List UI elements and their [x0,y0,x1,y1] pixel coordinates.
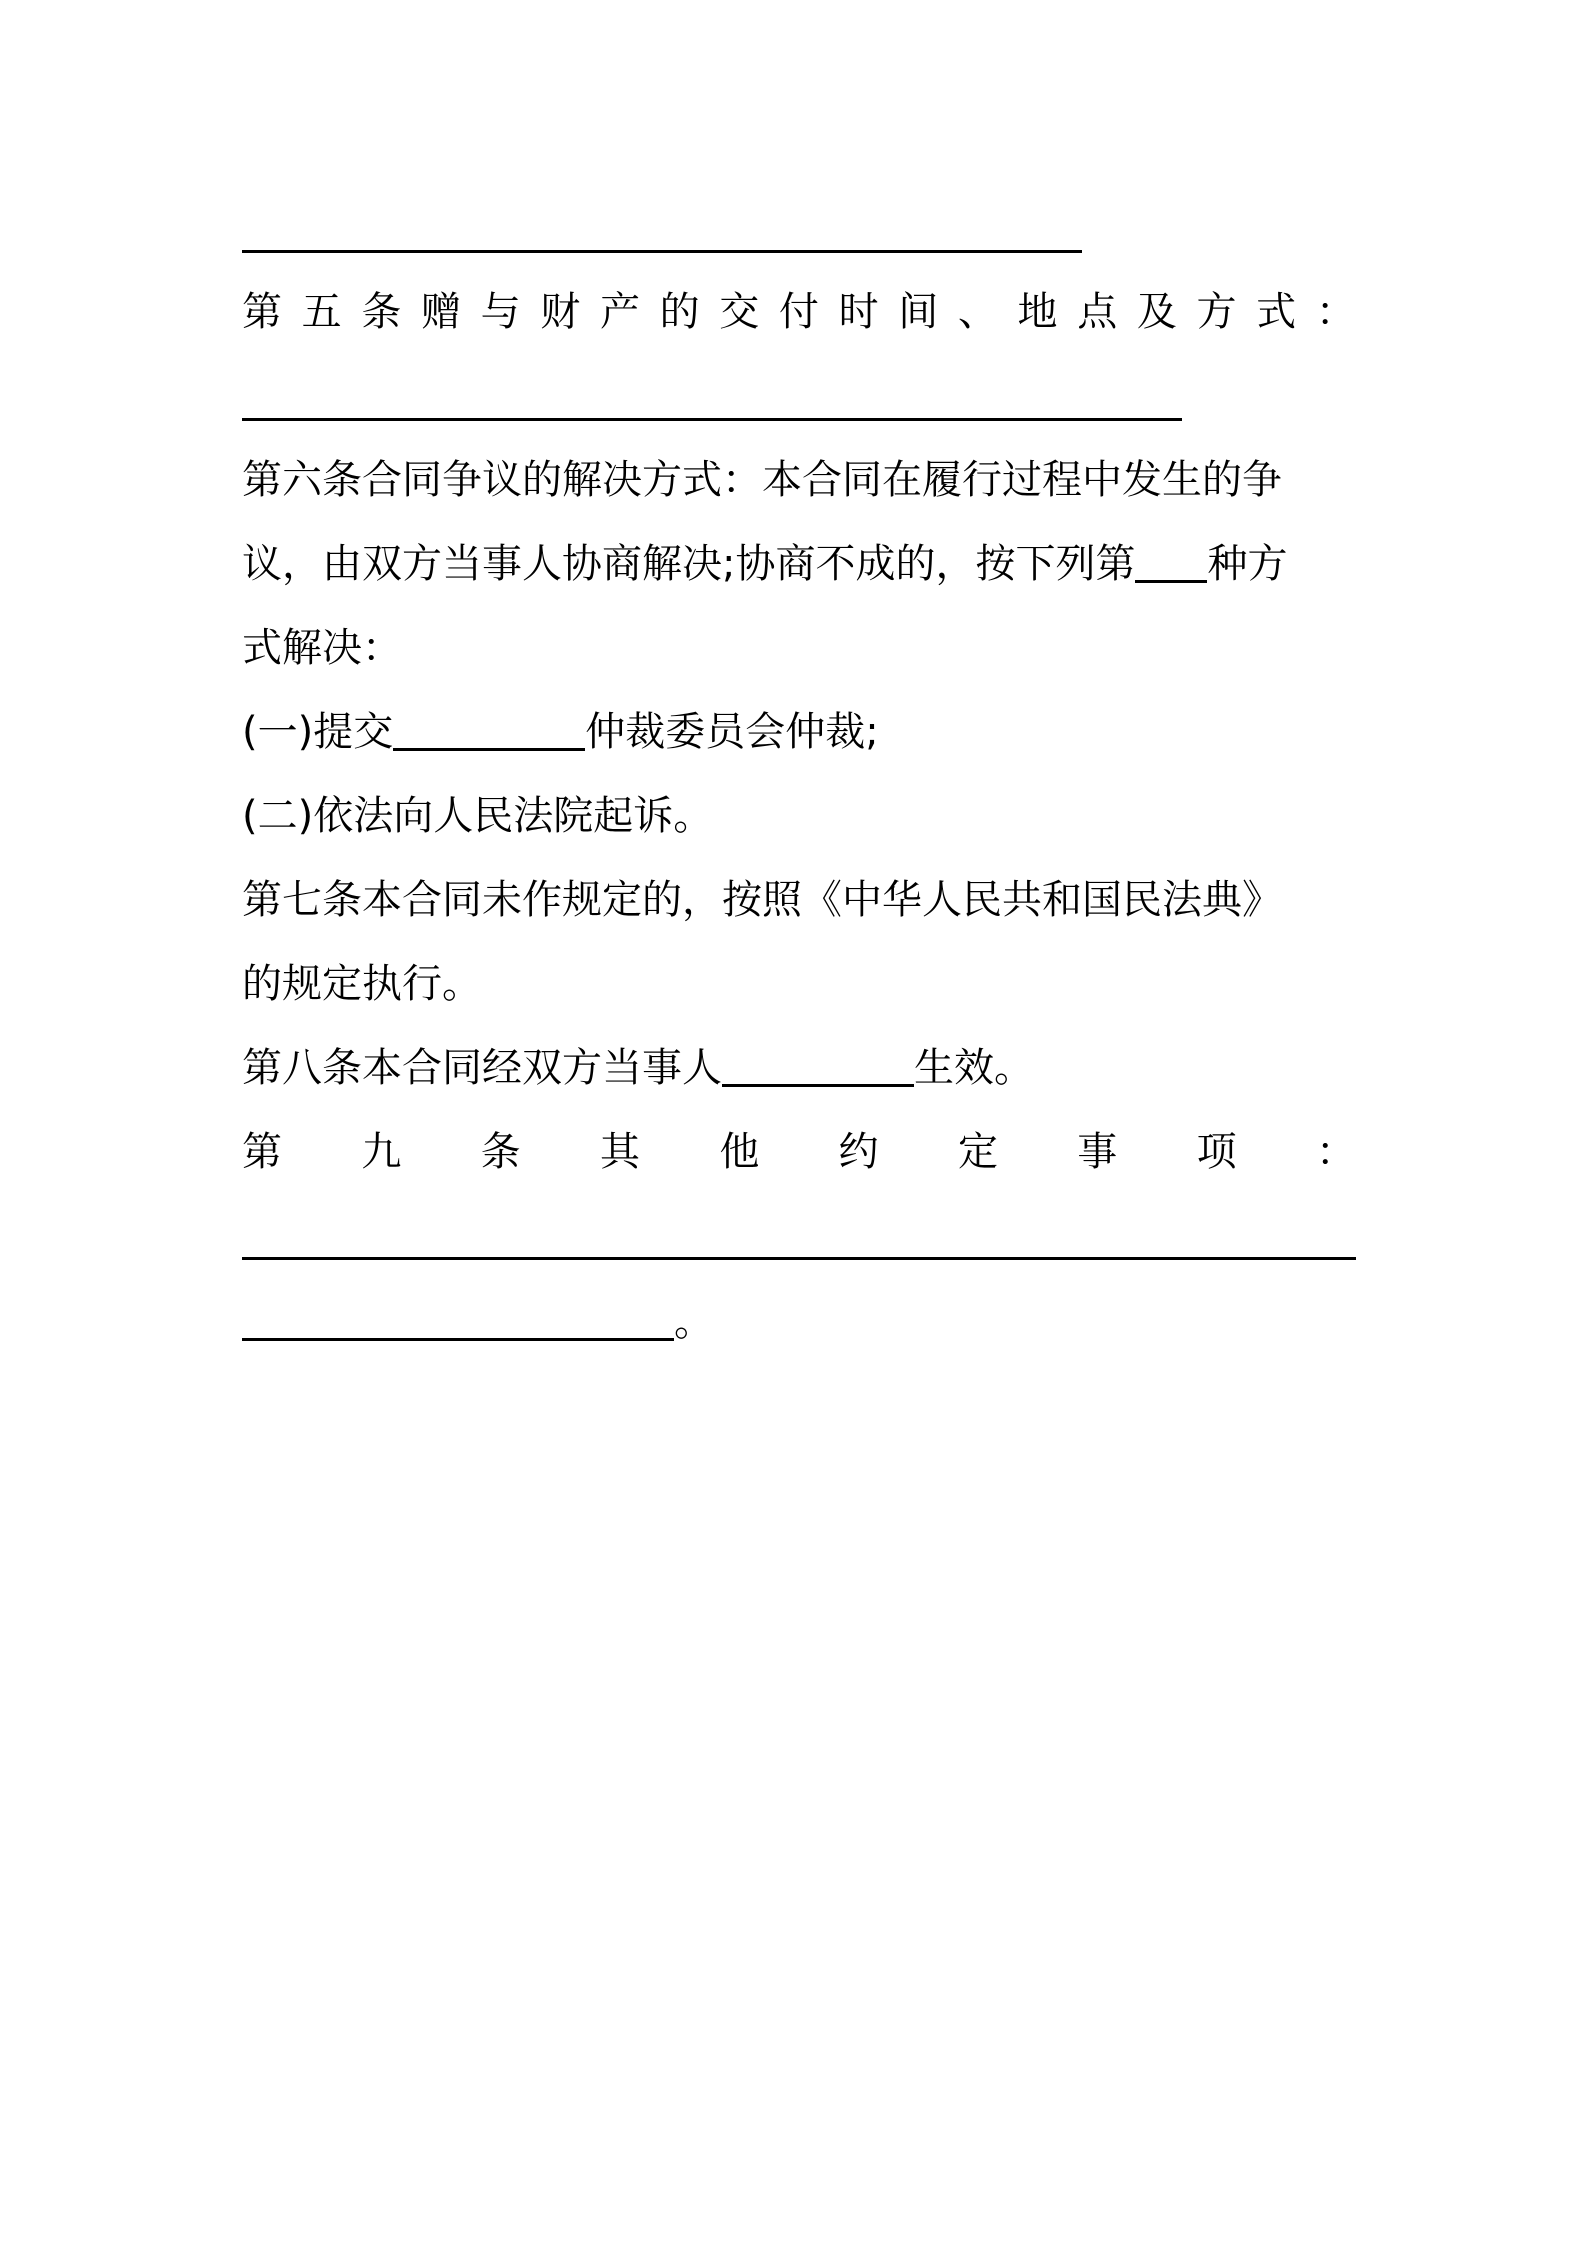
choice-blank [1135,546,1207,583]
article-7-line-1: 第七条本合同未作规定的，按照《中华人民共和国民法典》 [242,877,1282,923]
article5-char: 条 [361,289,402,335]
article-9-row [242,1110,1356,1194]
article5-char: 付 [778,289,819,335]
fill-in-blank-line [242,1304,674,1341]
article9-char: ： [1315,1129,1356,1175]
article5-char: 五 [301,289,342,335]
article5-char: 第 [242,289,282,335]
article5-char: 赠 [420,289,461,335]
article9-char: 约 [838,1129,879,1175]
article-6-line-1: 第六条合同争议的解决方式：本合同在履行过程中发生的争 [242,457,1282,503]
option-1: (一)提交 仲裁委员会仲裁; [242,709,879,755]
article-6-line-2: 议，由双方当事人协商解决;协商不成的，按下列第 种方 [242,541,1288,587]
effective-condition-blank [722,1050,914,1087]
article9-char: 他 [719,1129,760,1175]
article-9-heading [242,1110,1356,1194]
article-7-line-2: 的规定执行。 [242,961,482,1007]
article9-char: 九 [361,1129,402,1175]
article5-char: 时 [838,289,879,335]
article-6 [242,438,1356,690]
article9-char: 条 [480,1129,521,1175]
option-2: (二)依法向人民法院起诉。 [242,793,714,839]
article-9-end: 。 [242,1280,1356,1364]
arbitration-committee-blank [393,714,585,751]
article-7 [242,858,1356,1026]
article5-char: 间 [898,289,939,335]
fill-in-blank-line [242,1257,1356,1260]
article9-char: 定 [957,1129,998,1175]
article5-char: 及 [1136,289,1177,335]
article9-char: 项 [1196,1129,1237,1175]
article9-char: 其 [599,1129,640,1175]
article5-char: 的 [659,289,700,335]
article5-char: ： [1315,289,1356,335]
article5-char: 财 [540,289,581,335]
article5-char: 产 [599,289,640,335]
article5-char: 地 [1017,289,1058,335]
article9-char: 事 [1077,1129,1118,1175]
article-5-row [242,270,1356,354]
article9-char: 第 [242,1129,282,1175]
article5-char: 方 [1196,289,1237,335]
article-5-heading [242,270,1356,354]
fill-in-blank-line [242,250,1082,253]
article-8: 第八条本合同经双方当事人 生效。 [242,1045,1034,1091]
article5-char: 、 [957,289,998,335]
article5-char: 点 [1077,289,1118,335]
fill-in-blank-line [242,418,1182,421]
article-6-line-3: 式解决： [242,625,402,671]
article5-char: 与 [480,289,521,335]
article5-char: 式 [1256,289,1297,335]
article5-char: 交 [719,289,760,335]
